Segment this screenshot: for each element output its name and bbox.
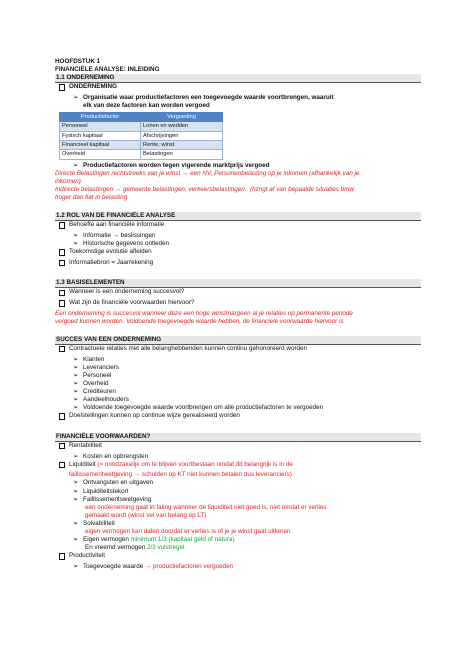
list-item-text: Personeel (83, 371, 112, 379)
list-item-text: Ontvangsten en uitgaven (83, 479, 154, 487)
list-item-text: Overheid (83, 379, 109, 387)
table-cell: Personeel (60, 122, 141, 131)
section-heading-voorwaarden: FINANCIËLE VOORWAARDEN? (55, 433, 421, 442)
arrow-bullet-icon: ➢ (73, 536, 79, 544)
list-item (55, 83, 421, 94)
list-item (55, 461, 421, 472)
list-item (55, 479, 421, 487)
arrow-bullet-icon: ➢ (73, 93, 79, 101)
arrow-bullet-icon: ➢ (73, 404, 79, 412)
arrow-bullet-icon: ➢ (73, 562, 79, 570)
checkbox-bullet-icon (59, 83, 69, 94)
annotation-text: Directe Belastingen rechtstreeks van je winst → een NV, Personenbelasting op je inkomen (afhankelijk van je (55, 169, 360, 177)
list-item (55, 442, 421, 453)
checkbox-bullet-icon (59, 345, 69, 356)
annotation-text: Indirecte belastingen → gemeente belastingen, verkeersbelastingen.. (hzngt af van bepaalde situaties bmw (55, 185, 354, 193)
list-item-text: Rentabiliteit (69, 441, 102, 449)
list-item-text: Solvabiliteit (83, 519, 115, 527)
list-item-text: Doelstellingen kunnen op continue wijze gerealiseerd worden (69, 412, 240, 420)
arrow-bullet-icon: ➢ (73, 387, 79, 395)
list-item-text: Productiviteit (69, 552, 106, 560)
list-item-continuation (55, 544, 421, 552)
list-item-text: Aandeelhouders (83, 396, 129, 404)
table-cell: Overheid (60, 150, 141, 159)
arrow-bullet-icon: ➢ (73, 363, 79, 371)
annotation-text: (= noodzakelijk om te blijven voortbestaan omdat dit belangrijk is in de (97, 460, 293, 468)
section-heading-succes: SUCCES VAN EEN ONDERNEMING (55, 336, 421, 345)
list-item (55, 248, 421, 259)
list-item (55, 520, 421, 528)
list-item (55, 345, 421, 356)
list-item (55, 259, 421, 270)
list-item (55, 232, 421, 240)
annotation-text: faillissementwetgeving → schulden op KT niet kunnen betalen dus leveranciers) (69, 471, 292, 479)
list-item (55, 488, 421, 496)
list-item-text: Eigen vermogen (83, 536, 129, 544)
arrow-bullet-icon: ➢ (73, 239, 79, 247)
list-item-text: Leveranciers (83, 363, 120, 371)
list-item-text: Informatiebron = Jaarrekening (69, 258, 154, 266)
table-header-productiefactor: Productiefactor (60, 113, 141, 122)
arrow-bullet-icon: ➢ (73, 479, 79, 487)
section-heading-basiselementen: 1.3 BASISELEMENTEN (55, 279, 421, 288)
annotation-text: inkomen) (55, 177, 81, 185)
arrow-bullet-icon: ➢ (73, 487, 79, 495)
list-item (55, 221, 421, 232)
arrow-bullet-icon: ➢ (73, 231, 79, 239)
arrow-bullet-icon: ➢ (73, 379, 79, 387)
annotation-text: Een onderneming is succesvol wanneer deze een hoge winstmargeen al je relaties op permanente periode (55, 309, 353, 317)
chapter-label: HOOFDSTUK 1 (55, 58, 101, 65)
list-item-continuation: elk van deze factoren kan worden vergoed (83, 101, 210, 109)
list-item (55, 94, 421, 102)
list-item (55, 380, 421, 388)
list-item-text: Liquiditeit (69, 460, 96, 468)
arrow-bullet-icon: ➢ (73, 519, 79, 527)
checkbox-bullet-icon (59, 299, 69, 310)
list-item-text: Wat zijn de financiële voorwaarden hiervoor? (69, 299, 195, 307)
list-item (55, 299, 421, 310)
annotation-text: minimum 1/3 (kapitaal geld of natura) (130, 536, 235, 544)
list-item (55, 404, 421, 412)
list-item-text: Historische gegevens ontleden (83, 239, 170, 247)
list-item-text: Toekomstige evolutie afleiden (69, 248, 152, 256)
arrow-bullet-icon: ➢ (73, 452, 79, 460)
list-item (55, 240, 421, 248)
table-cell: Belastingen (141, 150, 223, 159)
list-item-text: Faillissementswetgeving (83, 495, 152, 503)
list-item (55, 364, 421, 372)
list-item (55, 356, 421, 364)
productiefactor-table (59, 112, 223, 160)
table-row (60, 131, 223, 140)
checkbox-bullet-icon (59, 412, 69, 423)
list-item-text: Informatie → beslissingen (83, 231, 156, 239)
list-item-text: Voldoende toegevoegde waarde voortbrengen om alle productiefactoren te vergoeden (83, 404, 324, 412)
table-cell: Afschrijvingen (141, 131, 223, 140)
table-cell: Financieel kapitaal (60, 140, 141, 149)
list-item-text: Kosten en opbrengsten (83, 452, 149, 460)
list-item-text: Organisatie waar productiefactoren een toegevoegde waarde voortbrengen, waaruit (83, 93, 334, 101)
list-item-text: Crediteuren (83, 387, 116, 395)
list-item-text: Wanneer is een onderneming succesvol? (69, 288, 185, 296)
list-item-text: Liquiditeitstekort (83, 487, 129, 495)
arrow-bullet-icon: ➢ (73, 161, 79, 169)
list-item (55, 288, 421, 299)
list-item-text: Behoefte aan financiële informatie (69, 221, 165, 229)
table-header-vergoeding: Vergoeding (141, 113, 223, 122)
list-item-text: En vreemd vermogen (85, 544, 146, 552)
arrow-bullet-icon: ➢ (73, 371, 79, 379)
annotation-text: 2/3 vuistregel (146, 544, 185, 552)
list-item-text: ONDERNEMING (69, 83, 117, 91)
list-item (55, 552, 421, 563)
list-item (55, 396, 421, 404)
arrow-bullet-icon: ➢ (73, 495, 79, 503)
list-item-text: Toegevoegde waarde (83, 562, 144, 570)
arrow-bullet-icon: ➢ (73, 355, 79, 363)
list-item (55, 388, 421, 396)
checkbox-bullet-icon (59, 442, 69, 453)
table-cell: Fysisch kapitaal (60, 131, 141, 140)
checkbox-bullet-icon (59, 248, 69, 259)
section-heading-onderneming: 1.1 ONDERNEMING (55, 74, 421, 83)
list-item (55, 162, 421, 170)
list-item (55, 496, 421, 504)
section-heading-rol: 1.2 ROL VAN DE FINANCIËLE ANALYSE (55, 212, 421, 221)
table-row (60, 140, 223, 149)
list-item (55, 536, 421, 544)
checkbox-bullet-icon (59, 461, 69, 472)
table-cell: Rente, winst (141, 140, 223, 149)
arrow-bullet-icon: ➢ (73, 396, 79, 404)
checkbox-bullet-icon (59, 221, 69, 232)
list-item (55, 453, 421, 461)
annotation-text: hoger dan fiat in belasting (55, 194, 128, 202)
checkbox-bullet-icon (59, 259, 69, 270)
list-item (55, 412, 421, 423)
document-page (55, 58, 421, 571)
list-item (55, 563, 421, 571)
annotation-text: gemaakt wordt (winst vel van belang op LT) (85, 511, 207, 519)
annotation-text: eigen vermogen kan dalen doordat er verlies is of je je winst gaat uitkeren (85, 528, 291, 535)
table-row (60, 150, 223, 159)
table-cell: Lonen en wedden (141, 122, 223, 131)
list-item-text: Contractuele relaties met alle belanghebbenden kunnen continu gehonoreerd worden (69, 344, 308, 352)
annotation-text: → productiefactoren vergoeden (144, 562, 234, 570)
list-item-text: Klanten (83, 355, 105, 363)
checkbox-bullet-icon (59, 552, 69, 563)
annotation-text: een onderneming gaat in faling wanneer de liquiditeit niet goed is, niet omdat er verlies (85, 503, 327, 511)
checkbox-bullet-icon (59, 288, 69, 299)
list-item-text: Productiefactoren worden tegen vigerende marktprijs vergoed (83, 161, 270, 169)
annotation-text: vergoed kunnen worden. Voldoende toegevoegde waarde hebben, de financiele voorwaarde hiervoor is (55, 317, 344, 325)
table-row (60, 122, 223, 131)
list-item (55, 372, 421, 380)
chapter-title: FINANCIËLE ANALYSE: INLEIDING (55, 66, 160, 74)
